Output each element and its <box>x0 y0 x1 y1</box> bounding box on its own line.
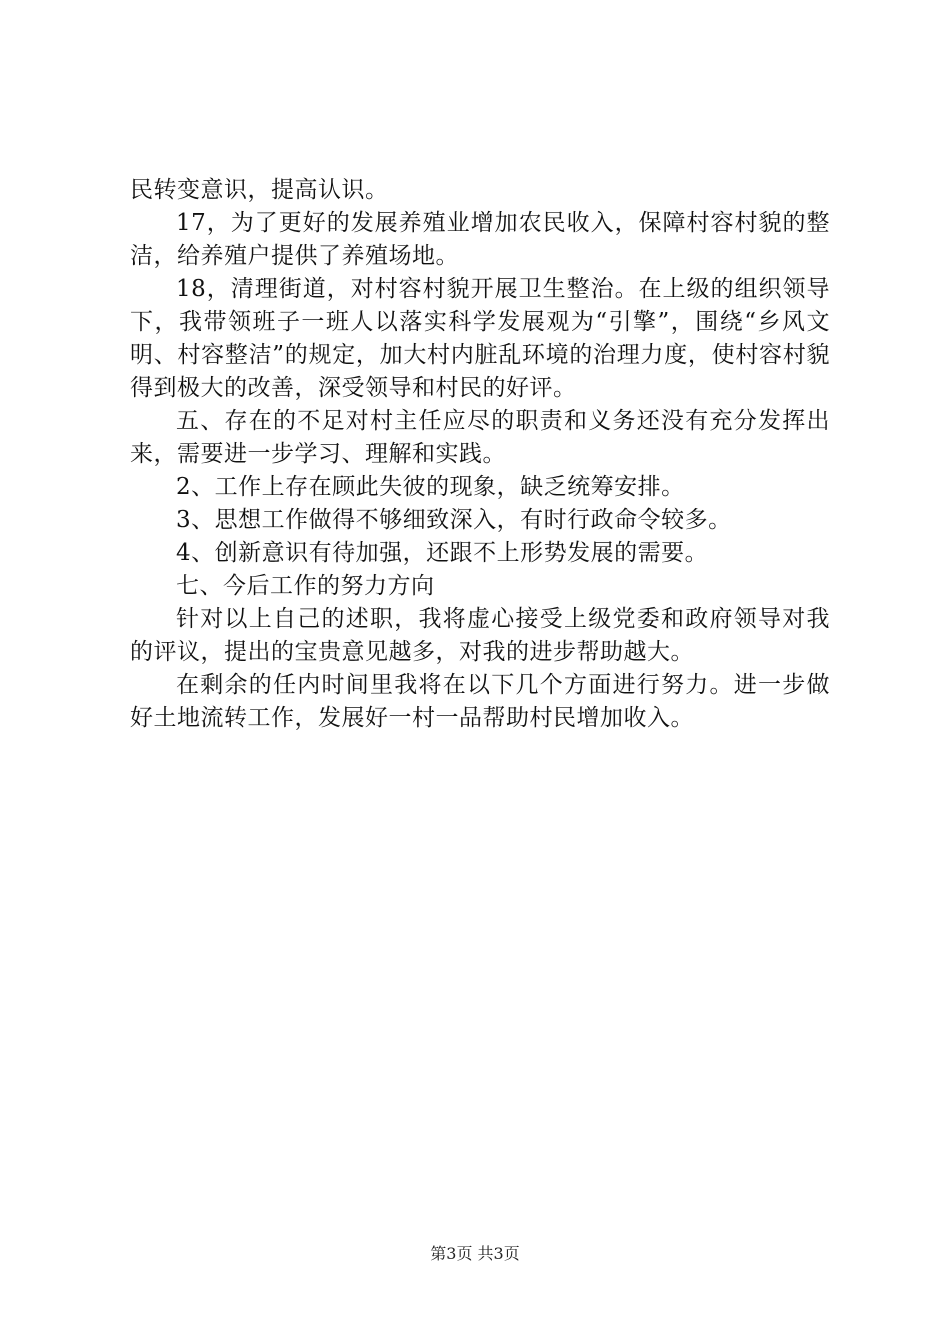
paragraph-item-18: 18，清理街道，对村容村貌开展卫生整治。在上级的组织领导下，我带领班子一班人以落实科学发展观为“引擎”，围绕“乡风文明、村容整洁”的规定，加大村内脏乱环境的治理力度，使村容村貌得到极大的改善，深受领导和村民的好评。 <box>130 276 830 401</box>
paragraph-section-5: 五、存在的不足对村主任应尽的职责和义务还没有充分发挥出来，需要进一步学习、理解和实践。 <box>130 408 830 467</box>
paragraph-direction-2: 在剩余的任内时间里我将在以下几个方面进行努力。进一步做好土地流转工作，发展好一村一品帮助村民增加收入。 <box>130 672 830 731</box>
document-body <box>130 174 830 735</box>
paragraph-item-17: 17，为了更好的发展养殖业增加农民收入，保障村容村貌的整洁，给养殖户提供了养殖场地。 <box>130 210 830 269</box>
paragraph-shortcoming-4: 4、创新意识有待加强，还跟不上形势发展的需要。 <box>176 540 709 566</box>
paragraph-shortcoming-2: 2、工作上存在顾此失彼的现象，缺乏统筹安排。 <box>176 474 685 500</box>
paragraph-shortcoming-3: 3、思想工作做得不够细致深入，有时行政命令较多。 <box>176 507 732 533</box>
paragraph-continuation: 民转变意识，提高认识。 <box>130 177 389 203</box>
section-heading-7: 七、今后工作的努力方向 <box>176 573 435 599</box>
paragraph-direction-1: 针对以上自己的述职，我将虚心接受上级党委和政府领导对我的评议，提出的宝贵意见越多，对我的进步帮助越大。 <box>130 606 830 665</box>
page-footer <box>0 1244 950 1264</box>
page-number-label: 第3页 共3页 <box>430 1244 520 1263</box>
